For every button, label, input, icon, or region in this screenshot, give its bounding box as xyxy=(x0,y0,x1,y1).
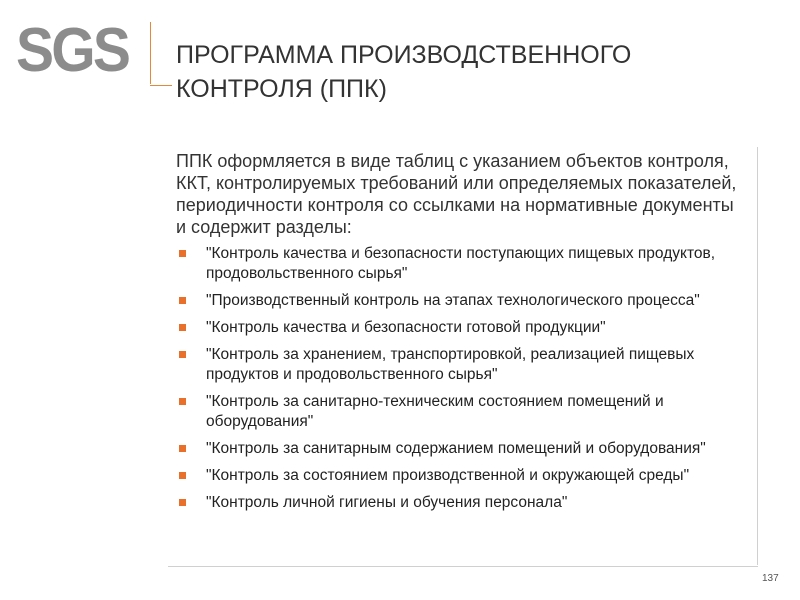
list-item xyxy=(176,318,748,338)
sections-list xyxy=(176,244,748,513)
bullet-square-icon xyxy=(179,324,186,331)
slide-title xyxy=(176,38,756,106)
bullet-square-icon xyxy=(179,445,186,452)
list-item-text: "Контроль за состоянием производственной и окружающей среды" xyxy=(206,467,690,484)
list-item xyxy=(176,439,748,459)
list-item xyxy=(176,392,748,432)
bullet-square-icon xyxy=(179,499,186,506)
list-item-text: "Контроль качества и безопасности готовой продукции" xyxy=(206,319,606,336)
list-item-text: "Контроль личной гигиены и обучения персонала" xyxy=(206,494,568,511)
list-item-text: "Контроль за санитарным содержанием помещений и оборудования" xyxy=(206,440,706,457)
logo-text: SGS xyxy=(16,16,129,85)
intro-paragraph: ППК оформляется в виде таблиц с указанием объектов контроля, ККТ, контролируемых требований или определяемых показателей, периодичности контроля со ссылками на нормативные документы и содержит разделы: xyxy=(176,151,737,237)
bullet-square-icon xyxy=(179,297,186,304)
list-item-text: "Контроль за хранением, транспортировкой, реализацией пищевых продуктов и продовольственного сырья" xyxy=(206,346,695,383)
list-item xyxy=(176,466,748,486)
list-item-text: "Контроль качества и безопасности поступающих пищевых продуктов, продовольственного сырья" xyxy=(206,245,716,282)
frame-divider-horizontal xyxy=(168,566,758,567)
sgs-logo xyxy=(16,18,162,84)
list-item xyxy=(176,345,748,385)
frame-divider-vertical xyxy=(757,147,758,565)
logo-divider-horizontal xyxy=(150,85,172,86)
list-item xyxy=(176,493,748,513)
list-item-text: "Контроль за санитарно-техническим состоянием помещений и оборудования" xyxy=(206,393,664,430)
page-number: 137 xyxy=(762,573,779,584)
list-item-text: "Производственный контроль на этапах технологического процесса" xyxy=(206,292,700,309)
bullet-square-icon xyxy=(179,351,186,358)
slide-body xyxy=(176,150,748,520)
list-item xyxy=(176,244,748,284)
bullet-square-icon xyxy=(179,250,186,257)
slide-title-line-2: КОНТРОЛЯ (ППК) xyxy=(176,75,387,103)
slide-title-line-1: ПРОГРАММА ПРОИЗВОДСТВЕННОГО xyxy=(176,41,632,69)
logo-divider-vertical xyxy=(150,22,151,84)
bullet-square-icon xyxy=(179,472,186,479)
list-item xyxy=(176,291,748,311)
bullet-square-icon xyxy=(179,398,186,405)
